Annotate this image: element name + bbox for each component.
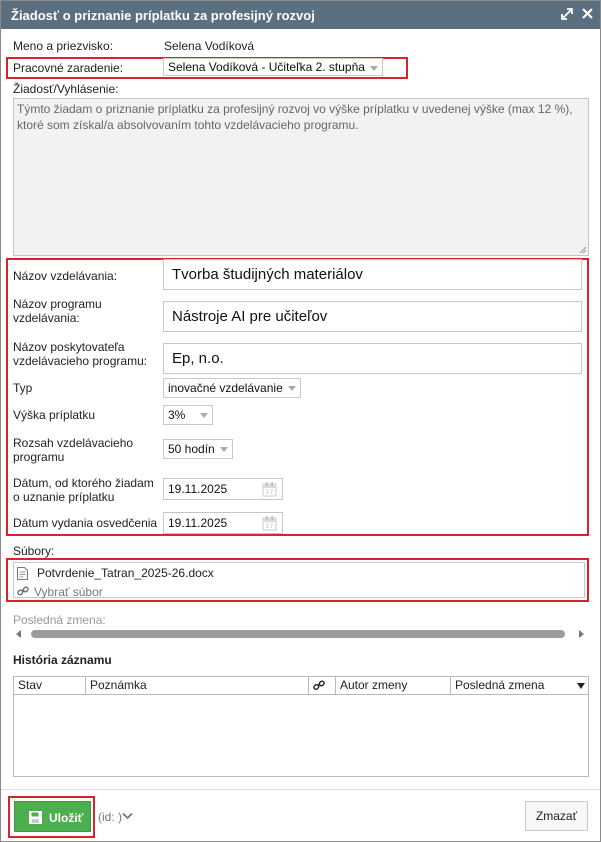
program-name-value: Nástroje AI pre učiteľov — [172, 308, 328, 325]
sort-down-icon[interactable] — [577, 682, 585, 690]
chevron-down-icon — [370, 66, 378, 71]
request-text: Týmto žiadam o priznanie príplatku za profesijný rozvoj vo výške príplatku v uvedenej výške (max 12 %), ktoré som získal/a absolvovaním tohto vzdelávacieho programu. — [17, 102, 573, 132]
file-link[interactable]: Potvrdenie_Tatran_2025-26.docx — [37, 566, 214, 580]
link-icon — [313, 680, 325, 691]
position-select-value: Selena Vodíková - Učiteľka 2. stupňa — [168, 60, 365, 74]
history-table-header — [14, 677, 588, 695]
dialog-titlebar[interactable] — [1, 1, 600, 29]
type-label: Typ — [13, 381, 33, 395]
svg-text:17: 17 — [265, 489, 274, 496]
position-label: Pracovné zaradenie: — [13, 61, 124, 75]
chevron-down-icon[interactable] — [122, 812, 133, 820]
close-icon[interactable] — [579, 6, 595, 22]
date-from-value: 19.11.2025 — [168, 482, 228, 496]
request-label: Žiadosť/Vyhlásenie: — [13, 82, 119, 96]
column-header-autor-zmeny[interactable]: Autor zmeny — [336, 677, 451, 694]
scroll-right-icon[interactable] — [577, 629, 585, 639]
type-select[interactable] — [163, 378, 301, 398]
expand-icon[interactable] — [559, 6, 575, 22]
files-label: Súbory: — [13, 544, 55, 558]
scope-select[interactable] — [163, 439, 233, 459]
date-cert-input[interactable] — [163, 512, 283, 534]
last-change-label: Posledná zmena: — [13, 613, 106, 627]
position-select[interactable] — [163, 58, 383, 76]
scope-label: Rozsah vzdelávacieho programu — [13, 436, 134, 464]
column-header-stav[interactable]: Stav — [14, 677, 86, 694]
column-header-posledna-zmena[interactable]: Posledná zmena — [451, 677, 588, 694]
save-button-label: Uložiť — [49, 811, 84, 825]
delete-button[interactable] — [525, 801, 588, 831]
delete-button-label: Zmazať — [535, 809, 578, 823]
column-header-link[interactable] — [309, 677, 336, 694]
name-value: Selena Vodíková — [164, 39, 255, 53]
request-textarea[interactable] — [13, 98, 589, 256]
floppy-disk-icon — [29, 811, 42, 824]
chevron-down-icon — [200, 413, 208, 418]
resize-handle-icon[interactable] — [579, 246, 587, 254]
education-name-input[interactable] — [163, 259, 582, 290]
history-title: História záznamu — [13, 653, 112, 667]
link-icon — [17, 586, 29, 596]
education-name-label: Názov vzdelávania: — [13, 269, 118, 283]
chevron-down-icon — [288, 386, 296, 391]
program-name-input[interactable] — [163, 301, 582, 332]
provider-value: Ep, n.o. — [172, 350, 224, 367]
scope-select-value: 50 hodín — [168, 442, 215, 456]
calendar-icon[interactable] — [262, 481, 277, 497]
column-header-poznamka[interactable]: Poznámka — [86, 677, 309, 694]
amount-label: Výška príplatku — [13, 408, 96, 422]
date-from-label: Dátum, od ktorého žiadam o uznanie príplatku — [13, 476, 154, 504]
provider-label: Názov poskytovateľa vzdelávacieho programu: — [13, 340, 148, 368]
name-label: Meno a priezvisko: — [13, 39, 114, 53]
date-from-input[interactable] — [163, 478, 283, 500]
document-icon — [17, 567, 28, 580]
choose-file-button[interactable]: Vybrať súbor — [34, 585, 103, 599]
files-box — [13, 562, 585, 598]
education-name-value: Tvorba študijných materiálov — [172, 266, 363, 283]
amount-select[interactable] — [163, 405, 213, 425]
dialog-title: Žiadosť o priznanie príplatku za profesijný rozvoj — [11, 8, 315, 23]
history-table — [13, 676, 589, 777]
program-name-label: Názov programu vzdelávania: — [13, 297, 102, 325]
calendar-icon[interactable] — [262, 515, 277, 531]
footer-divider — [1, 789, 600, 790]
date-cert-value: 19.11.2025 — [168, 516, 228, 530]
record-id: (id: ) — [98, 810, 122, 824]
save-button[interactable] — [14, 801, 91, 832]
provider-input[interactable] — [163, 343, 582, 374]
horizontal-scrollbar[interactable] — [31, 630, 565, 638]
type-select-value: inovačné vzdelávanie — [168, 381, 283, 395]
scroll-left-icon[interactable] — [15, 629, 23, 639]
date-cert-label: Dátum vydania osvedčenia — [13, 516, 158, 530]
amount-select-value: 3% — [168, 408, 186, 422]
svg-text:17: 17 — [265, 523, 274, 530]
chevron-down-icon — [220, 447, 228, 452]
